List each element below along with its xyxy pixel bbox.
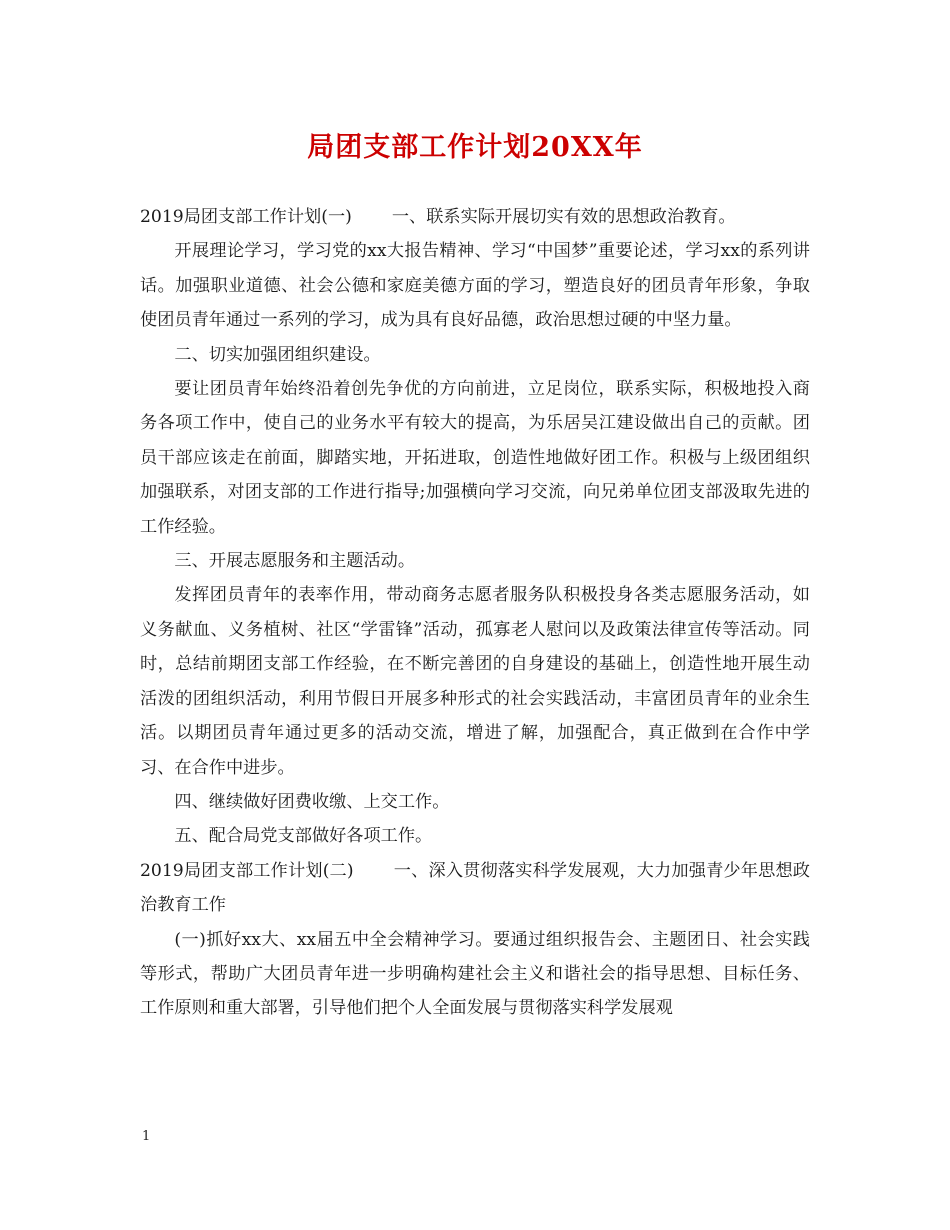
paragraph-section-five-heading: 五、配合局党支部做好各项工作。 [174, 826, 433, 847]
document-body [140, 200, 810, 1026]
paragraph-section-four-heading: 四、继续做好团费收缴、上交工作。 [174, 791, 450, 812]
page-number: 1 [142, 1129, 151, 1144]
paragraph-section-two-heading: 二、切实加强团组织建设。 [174, 344, 381, 365]
paragraph-section-three-heading: 三、开展志愿服务和主题活动。 [174, 551, 416, 572]
paragraph-spirit-study: (一)抓好xx大、xx届五中全会精神学习。要通过组织报告会、主题团日、社会实践等形式，帮助广大团员青年进一步明确构建社会主义和谐社会的指导思想、目标任务、工作原则和重大部署，引导他们把个人全面发展与贯彻落实科学发展观 [140, 929, 810, 1019]
plan-one-first-item: 一、联系实际开展切实有效的思想政治教育。 [391, 207, 736, 227]
plan-one-heading: 2019局团支部工作计划(一) [140, 207, 352, 227]
plan-two-heading: 2019局团支部工作计划(二) [140, 860, 354, 881]
paragraph-plan-one-intro [140, 200, 810, 234]
paragraph-organization-building: 要让团员青年始终沿着创先争优的方向前进，立足岗位，联系实际，积极地投入商务各项工作中，使自己的业务水平有较大的提高，为乐居吴江建设做出自己的贡献。团员干部应该走在前面，脚踏实地，开拓进取，创造性地做好团工作。积极与上级团组织加强联系，对团支部的工作进行指导;加强横向学习交流，向兄弟单位团支部汲取先进的工作经验。 [140, 379, 810, 537]
paragraph-theory-study: 开展理论学习，学习党的xx大报告精神、学习“中国梦”重要论述，学习xx的系列讲话。加强职业道德、社会公德和家庭美德方面的学习，塑造良好的团员青年形象，争取使团员青年通过一系列的学习，成为具有良好品德，政治思想过硬的中坚力量。 [140, 241, 810, 331]
paragraph-volunteer-activities: 发挥团员青年的表率作用，带动商务志愿者服务队积极投身各类志愿服务活动，如义务献血、义务植树、社区“学雷锋”活动，孤寡老人慰问以及政策法律宣传等活动。同时，总结前期团支部工作经验，在不断完善团的自身建设的基础上，创造性地开展生动活泼的团组织活动，利用节假日开展多种形式的社会实践活动，丰富团员青年的业余生活。以期团员青年通过更多的活动交流，增进了解，加强配合，真正做到在合作中学习、在合作中进步。 [140, 585, 810, 778]
plan-two-first-item: 一、深入贯彻落实科学发展观，大力加强青少年思想政治教育工作 [140, 860, 810, 916]
document-title: 局团支部工作计划20XX年 [307, 132, 643, 163]
paragraph-plan-two-intro [140, 854, 810, 923]
